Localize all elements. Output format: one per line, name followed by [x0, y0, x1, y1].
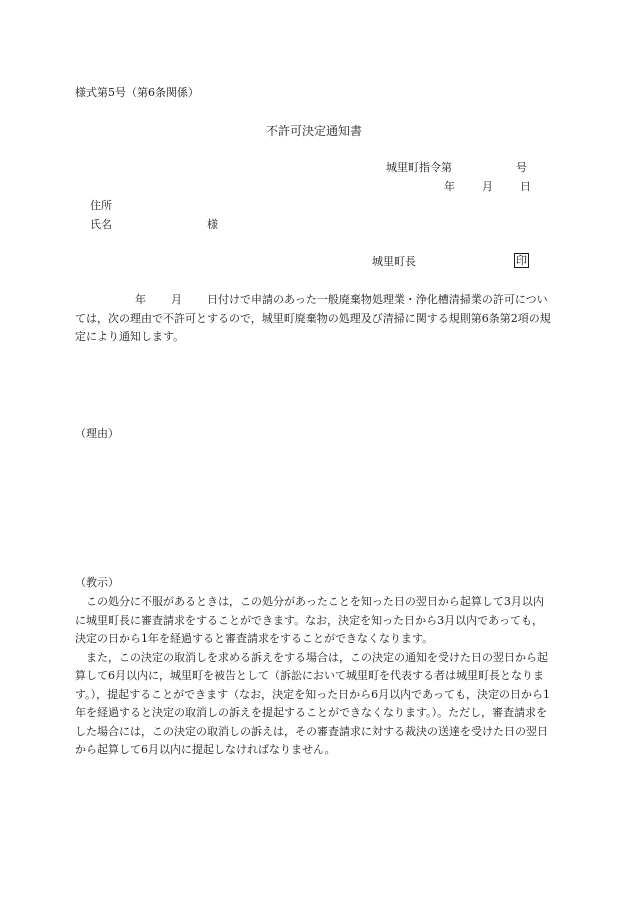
honorific: 様 — [207, 218, 218, 231]
seal-text: 印 — [516, 254, 527, 267]
instruction-paragraph-1: この処分に不服があるときは，この処分があったことを知った日の翌日から起算して3月以内に城里町長に審査請求をすることができます。なお，決定を知った日から3月以内であっても，決定の日から1年を経過すると審査請求をすることができなくなります。 — [75, 595, 544, 645]
date-year: 年 — [444, 180, 455, 193]
issue-date — [444, 180, 531, 194]
instruction-label: （教示） — [75, 576, 119, 589]
name-label: 氏名 — [90, 218, 112, 231]
reference-prefix: 城里町指令第 — [386, 161, 452, 174]
body-year: 年 — [135, 293, 146, 306]
instruction-body — [75, 593, 553, 760]
date-month: 月 — [482, 180, 493, 193]
reason-label: （理由） — [75, 427, 119, 440]
address-label: 住所 — [90, 199, 112, 212]
document-title: 不許可決定通知書 — [266, 124, 363, 138]
body-text: 日付けで申請のあった一般廃棄物処理業・浄化槽清掃業の許可については，次の理由で不許可とするので，城里町廃棄物の処理及び清掃に関する規則第6条第2項の規定により通知します。 — [75, 293, 551, 343]
form-label: 様式第5号（第6条関係） — [75, 86, 199, 99]
seal-mark — [514, 253, 529, 268]
date-day: 日 — [520, 180, 531, 193]
body-paragraph — [75, 291, 553, 347]
reference-number — [386, 161, 527, 175]
reference-suffix: 号 — [516, 161, 527, 174]
issuer-title: 城里町長 — [372, 255, 416, 268]
body-month: 月 — [171, 293, 182, 306]
instruction-paragraph-2: また，この決定の取消しを求める訴えをする場合は，この決定の通知を受けた日の翌日から起算して6月以内に，城里町を被告として（訴訟において城里町を代表する者は城里町長となります。），提起することができます（なお，決定を知った日から6月以内であっても，決定の日から1年を経過すると決定の取消しの訴えを提起することができなくなります。）。ただし，審査請求をした場合には，この決定の取消しの訴えは，その審査請求に対する裁決の送達を受けた日の翌日から起算して6月以内に提起しなければなりません。 — [75, 650, 551, 756]
